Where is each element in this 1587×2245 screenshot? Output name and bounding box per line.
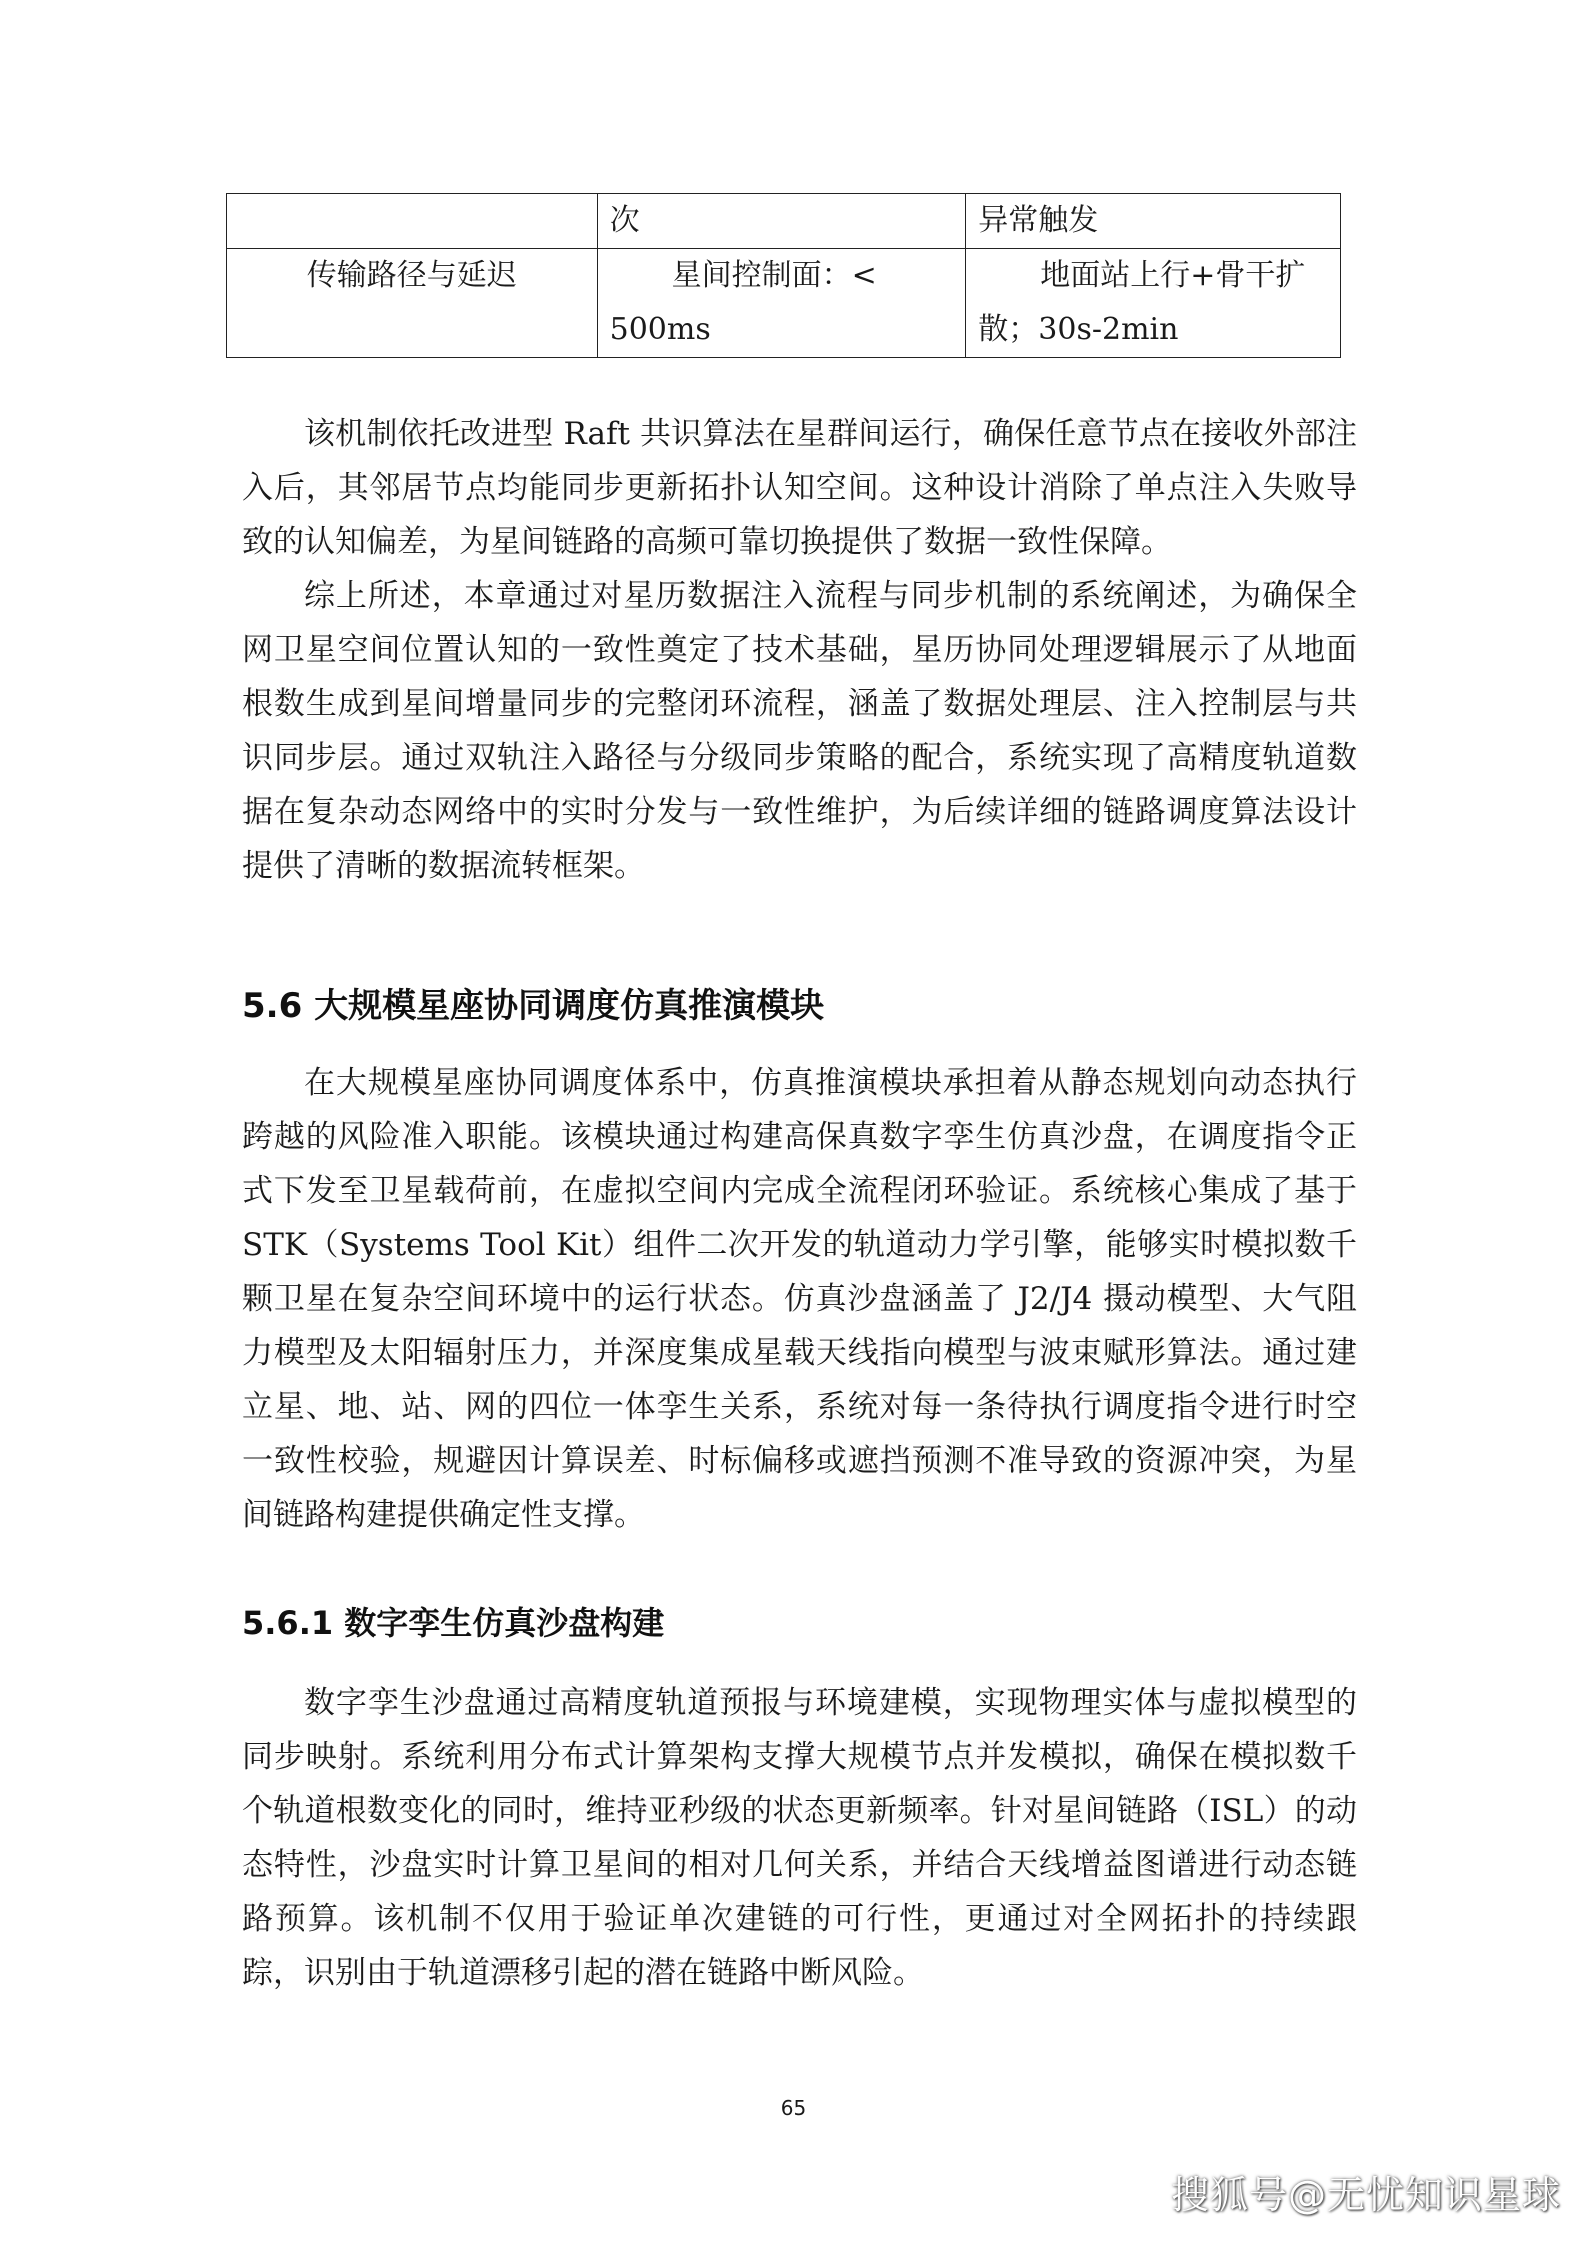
- table-cell: 传输路径与延迟: [227, 249, 598, 358]
- table-cell: 星间控制面：< 500ms: [597, 249, 966, 358]
- table-cell: [227, 194, 598, 249]
- spec-table: [226, 193, 1341, 358]
- page-number: 65: [780, 2096, 807, 2120]
- subsection-heading: 5.6.1 数字孪生仿真沙盘构建: [242, 1604, 665, 1642]
- table-row: [227, 194, 1341, 249]
- body-text-block: [242, 407, 1357, 893]
- watermark: 搜狐号@无忧知识星球: [1170, 2173, 1561, 2217]
- body-text-block: [242, 1056, 1357, 1542]
- table-cell: 异常触发: [966, 194, 1341, 249]
- section-heading: 5.6 大规模星座协同调度仿真推演模块: [242, 986, 825, 1026]
- table-cell: 次: [597, 194, 966, 249]
- paragraph: 数字孪生沙盘通过高精度轨道预报与环境建模，实现物理实体与虚拟模型的同步映射。系统利用分布式计算架构支撑大规模节点并发模拟，确保在模拟数千个轨道根数变化的同时，维持亚秒级的状态更新频率。针对星间链路（ISL）的动态特性，沙盘实时计算卫星间的相对几何关系，并结合天线增益图谱进行动态链路预算。该机制不仅用于验证单次建链的可行性，更通过对全网拓扑的持续跟踪，识别由于轨道漂移引起的潜在链路中断风险。: [242, 1685, 1357, 1991]
- paragraph: 该机制依托改进型 Raft 共识算法在星群间运行，确保任意节点在接收外部注入后，其邻居节点均能同步更新拓扑认知空间。这种设计消除了单点注入失败导致的认知偏差，为星间链路的高频可靠切换提供了数据一致性保障。: [242, 416, 1357, 560]
- paragraph: 综上所述，本章通过对星历数据注入流程与同步机制的系统阐述，为确保全网卫星空间位置认知的一致性奠定了技术基础，星历协同处理逻辑展示了从地面根数生成到星间增量同步的完整闭环流程，涵盖了数据处理层、注入控制层与共识同步层。通过双轨注入路径与分级同步策略的配合，系统实现了高精度轨道数据在复杂动态网络中的实时分发与一致性维护，为后续详细的链路调度算法设计提供了清晰的数据流转框架。: [242, 578, 1357, 884]
- paragraph: 在大规模星座协同调度体系中，仿真推演模块承担着从静态规划向动态执行跨越的风险准入职能。该模块通过构建高保真数字孪生仿真沙盘，在调度指令正式下发至卫星载荷前，在虚拟空间内完成全流程闭环验证。系统核心集成了基于 STK（Systems Tool Kit）组件二次开发的轨道动力学引擎，能够实时模拟数千颗卫星在复杂空间环境中的运行状态。仿真沙盘涵盖了 J2/J4 摄动模型、大气阻力模型及太阳辐射压力，并深度集成星载天线指向模型与波束赋形算法。通过建立星、地、站、网的四位一体孪生关系，系统对每一条待执行调度指令进行时空一致性校验，规避因计算误差、时标偏移或遮挡预测不准导致的资源冲突，为星间链路构建提供确定性支撑。: [242, 1065, 1357, 1533]
- table-row: [227, 249, 1341, 358]
- body-text-block: [242, 1676, 1357, 2000]
- table-cell: 地面站上行+骨干扩散；30s-2min: [966, 249, 1341, 358]
